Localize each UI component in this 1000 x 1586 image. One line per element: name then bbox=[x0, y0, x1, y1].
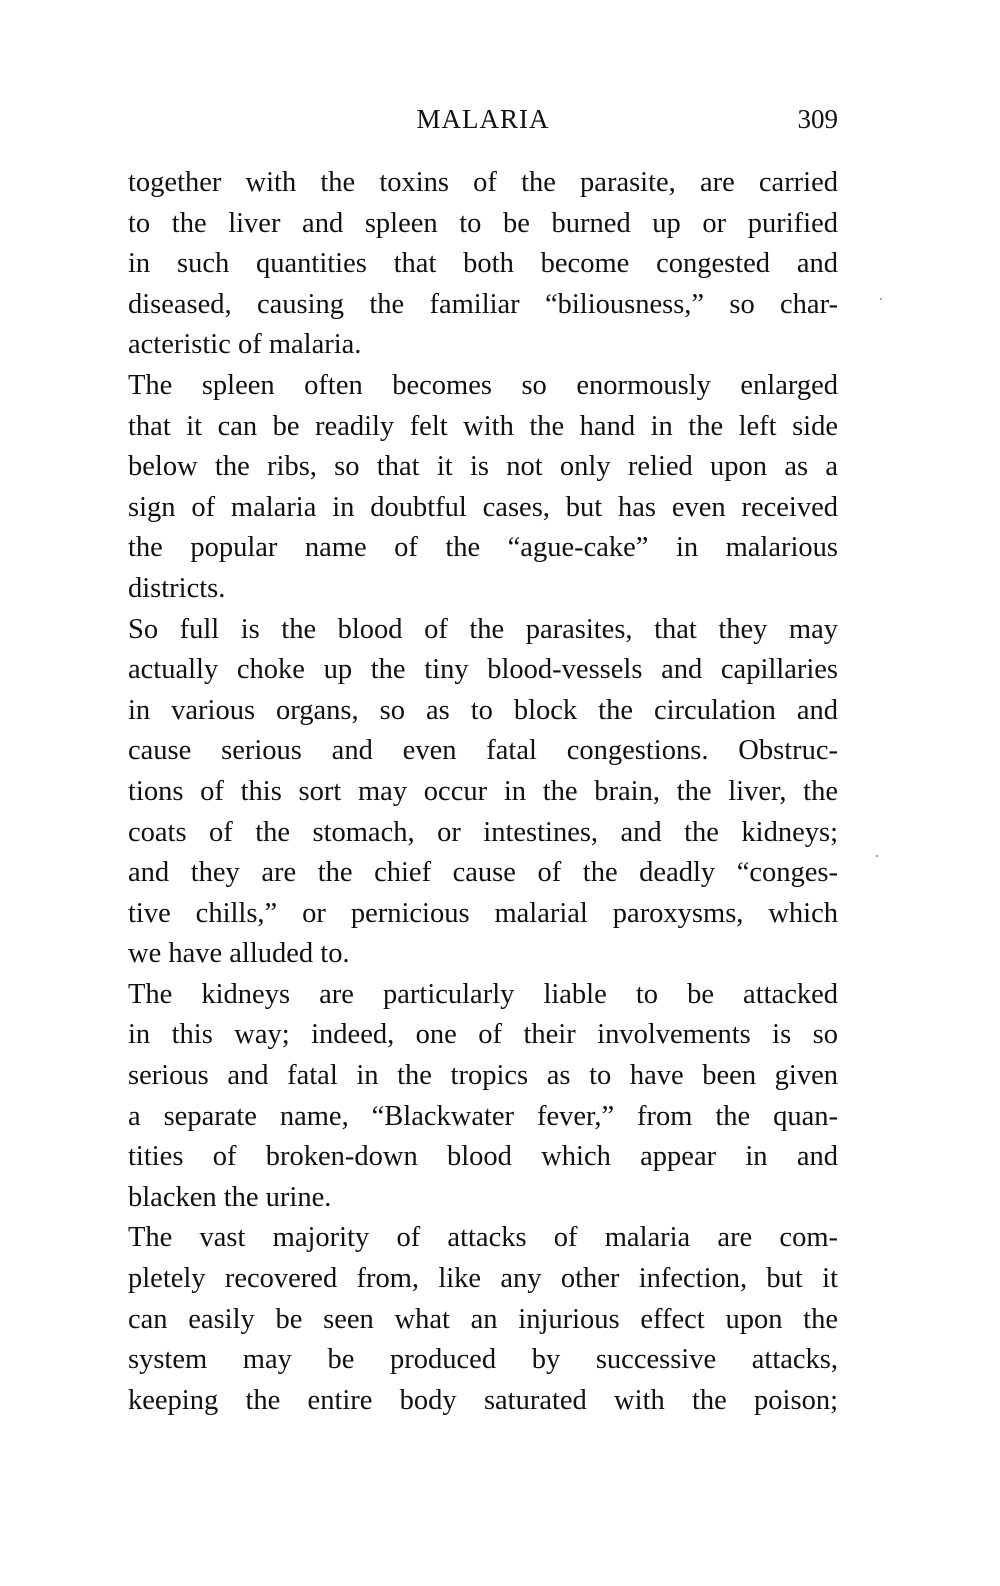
text-line: tions of this sort may occur in the brain, the liver, the bbox=[128, 775, 838, 807]
paragraph-3 bbox=[128, 610, 838, 975]
text-line: acteristic of malaria. bbox=[128, 329, 362, 361]
text-line: a separate name, “Blackwater fever,” from the quan- bbox=[128, 1100, 838, 1132]
text-line: diseased, causing the familiar “biliousness,” so char- bbox=[128, 288, 838, 320]
paragraph-1 bbox=[128, 163, 838, 366]
text-line: and they are the chief cause of the deadly “conges- bbox=[128, 857, 838, 889]
text-line: The vast majority of attacks of malaria are com- bbox=[128, 1222, 838, 1254]
text-line: we have alluded to. bbox=[128, 938, 350, 970]
text-line: that it can be readily felt with the hand in the left side bbox=[128, 410, 838, 442]
paragraph-4 bbox=[128, 975, 838, 1219]
text-line: tities of broken-down blood which appear in and bbox=[128, 1141, 838, 1173]
text-line: in such quantities that both become congested and bbox=[128, 248, 838, 280]
text-line: The spleen often becomes so enormously enlarged bbox=[128, 369, 838, 401]
text-line: blacken the urine. bbox=[128, 1181, 332, 1213]
running-head bbox=[128, 104, 838, 144]
body-text bbox=[128, 163, 838, 1421]
text-line: below the ribs, so that it is not only relied upon as a bbox=[128, 451, 838, 483]
text-line: in various organs, so as to block the circulation and bbox=[128, 694, 838, 726]
text-line: coats of the stomach, or intestines, and the kidneys; bbox=[128, 816, 838, 848]
scan-speck bbox=[880, 298, 882, 300]
text-line: system may be produced by successive attacks, bbox=[128, 1344, 838, 1376]
text-line: pletely recovered from, like any other infection, but it bbox=[128, 1263, 838, 1295]
text-line: actually choke up the tiny blood-vessels and capillaries bbox=[128, 654, 838, 686]
text-line: keeping the entire body saturated with the poison; bbox=[128, 1384, 838, 1416]
paragraph-2 bbox=[128, 366, 838, 610]
text-line: together with the toxins of the parasite, are carried bbox=[128, 167, 838, 198]
text-line: districts. bbox=[128, 572, 226, 604]
paragraph-5 bbox=[128, 1218, 838, 1421]
text-line: The kidneys are particularly liable to be attacked bbox=[128, 978, 838, 1010]
scan-speck bbox=[876, 855, 878, 857]
text-line: can easily be seen what an injurious effect upon the bbox=[128, 1303, 838, 1335]
text-line: the popular name of the “ague-cake” in malarious bbox=[128, 532, 838, 564]
text-line: So full is the blood of the parasites, that they may bbox=[128, 613, 838, 645]
running-title: MALARIA bbox=[416, 104, 550, 134]
text-line: serious and fatal in the tropics as to have been given bbox=[128, 1060, 838, 1092]
text-line: tive chills,” or pernicious malarial paroxysms, which bbox=[128, 897, 838, 929]
text-line: sign of malaria in doubtful cases, but has even received bbox=[128, 491, 838, 523]
text-line: to the liver and spleen to be burned up or purified bbox=[128, 207, 838, 239]
text-line: cause serious and even fatal congestions. Obstruc- bbox=[128, 735, 838, 767]
page-number: 309 bbox=[797, 104, 838, 134]
text-line: in this way; indeed, one of their involvements is so bbox=[128, 1019, 838, 1051]
